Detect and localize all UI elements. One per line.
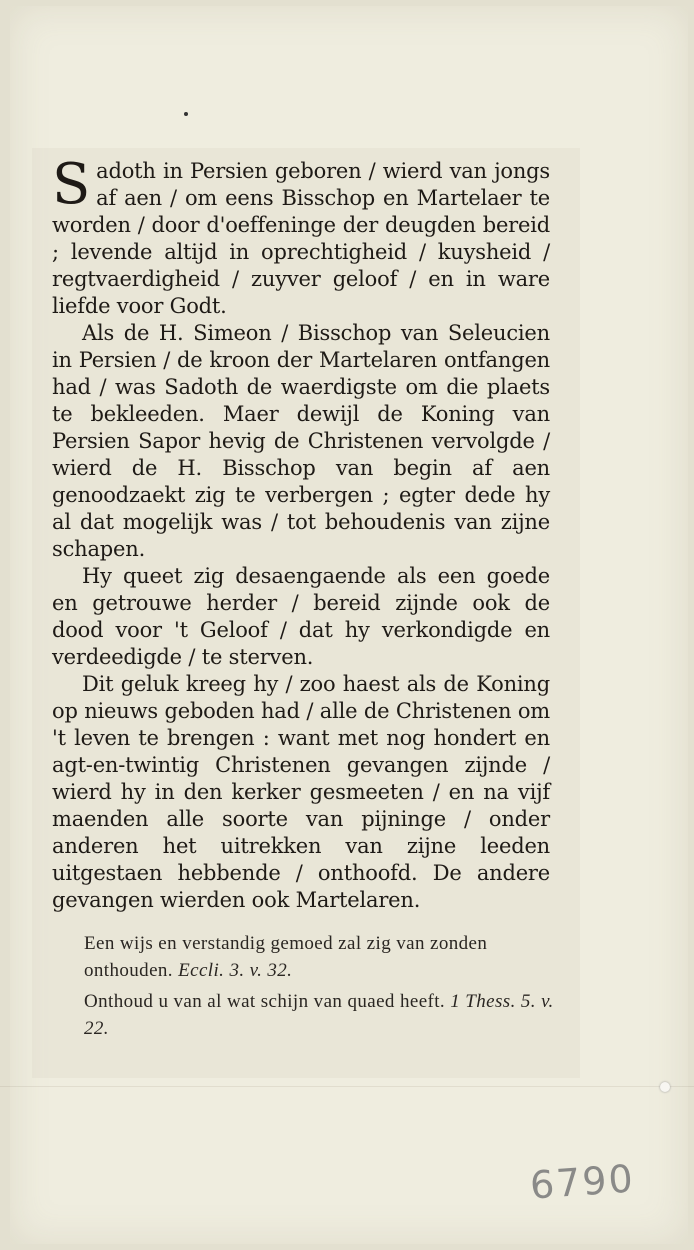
- paragraph-3: Hy queet zig desaengaende als een goede en getrouwe herder / bereid zijnde ook de dood voor 't Geloof / dat hy verkondigde en verdeedigde / te sterven.: [52, 564, 550, 669]
- main-text: [52, 152, 550, 914]
- fold-line: [0, 1086, 694, 1087]
- ink-dot: [184, 112, 188, 116]
- paragraph-1-text: adoth in Persien geboren / wierd van jongs af aen / om eens Bisschop en Martelaer te worden / door d'oeffeninge der deugden bereid ; levende altijd in oprechtigheid / kuysheid / regtvaerdigheid / zuyver geloof / en in ware liefde voor Godt.: [52, 159, 550, 318]
- paper-hole: [660, 1082, 670, 1092]
- drop-cap: S: [52, 152, 91, 217]
- pencil-annotation: 6790: [528, 1156, 637, 1208]
- quote-2-reference: 1 Thess. 5. v. 22.: [84, 991, 554, 1039]
- quote-2: [84, 988, 554, 1042]
- scripture-quotes: [84, 930, 554, 1042]
- paragraph-1: [52, 152, 550, 320]
- quote-1-text: Een wijs en verstandig gemoed zal zig van zonden onthouden.: [84, 933, 488, 981]
- paragraph-4: Dit geluk kreeg hy / zoo haest als de Koning op nieuws geboden had / alle de Christenen om 't leven te brengen : want met nog hondert en agt-en-twintig Christenen gevangen zijnde / wierd hy in den kerker gesmeeten / en na vijf maenden alle soorte van pijninge / onder anderen het uitrekken van zijne leeden uitgestaen hebbende / onthoofd. De andere gevangen wierden ook Martelaren.: [52, 672, 550, 912]
- quote-1-reference: Eccli. 3. v. 32.: [178, 960, 293, 981]
- quote-2-text: Onthoud u van al wat schijn van quaed heeft.: [84, 991, 446, 1012]
- quote-1: [84, 930, 554, 984]
- paragraph-2: Als de H. Simeon / Bisschop van Seleucien in Persien / de kroon der Martelaren ontfangen had / was Sadoth de waerdigste om die plaets te bekleeden. Maer dewijl de Koning van Persien Sapor hevig de Christenen vervolgde / wierd de H. Bisschop van begin af aen genoodzaekt zig te verbergen ; egter dede hy al dat mogelijk was / tot behoudenis van zijne schapen.: [52, 321, 550, 561]
